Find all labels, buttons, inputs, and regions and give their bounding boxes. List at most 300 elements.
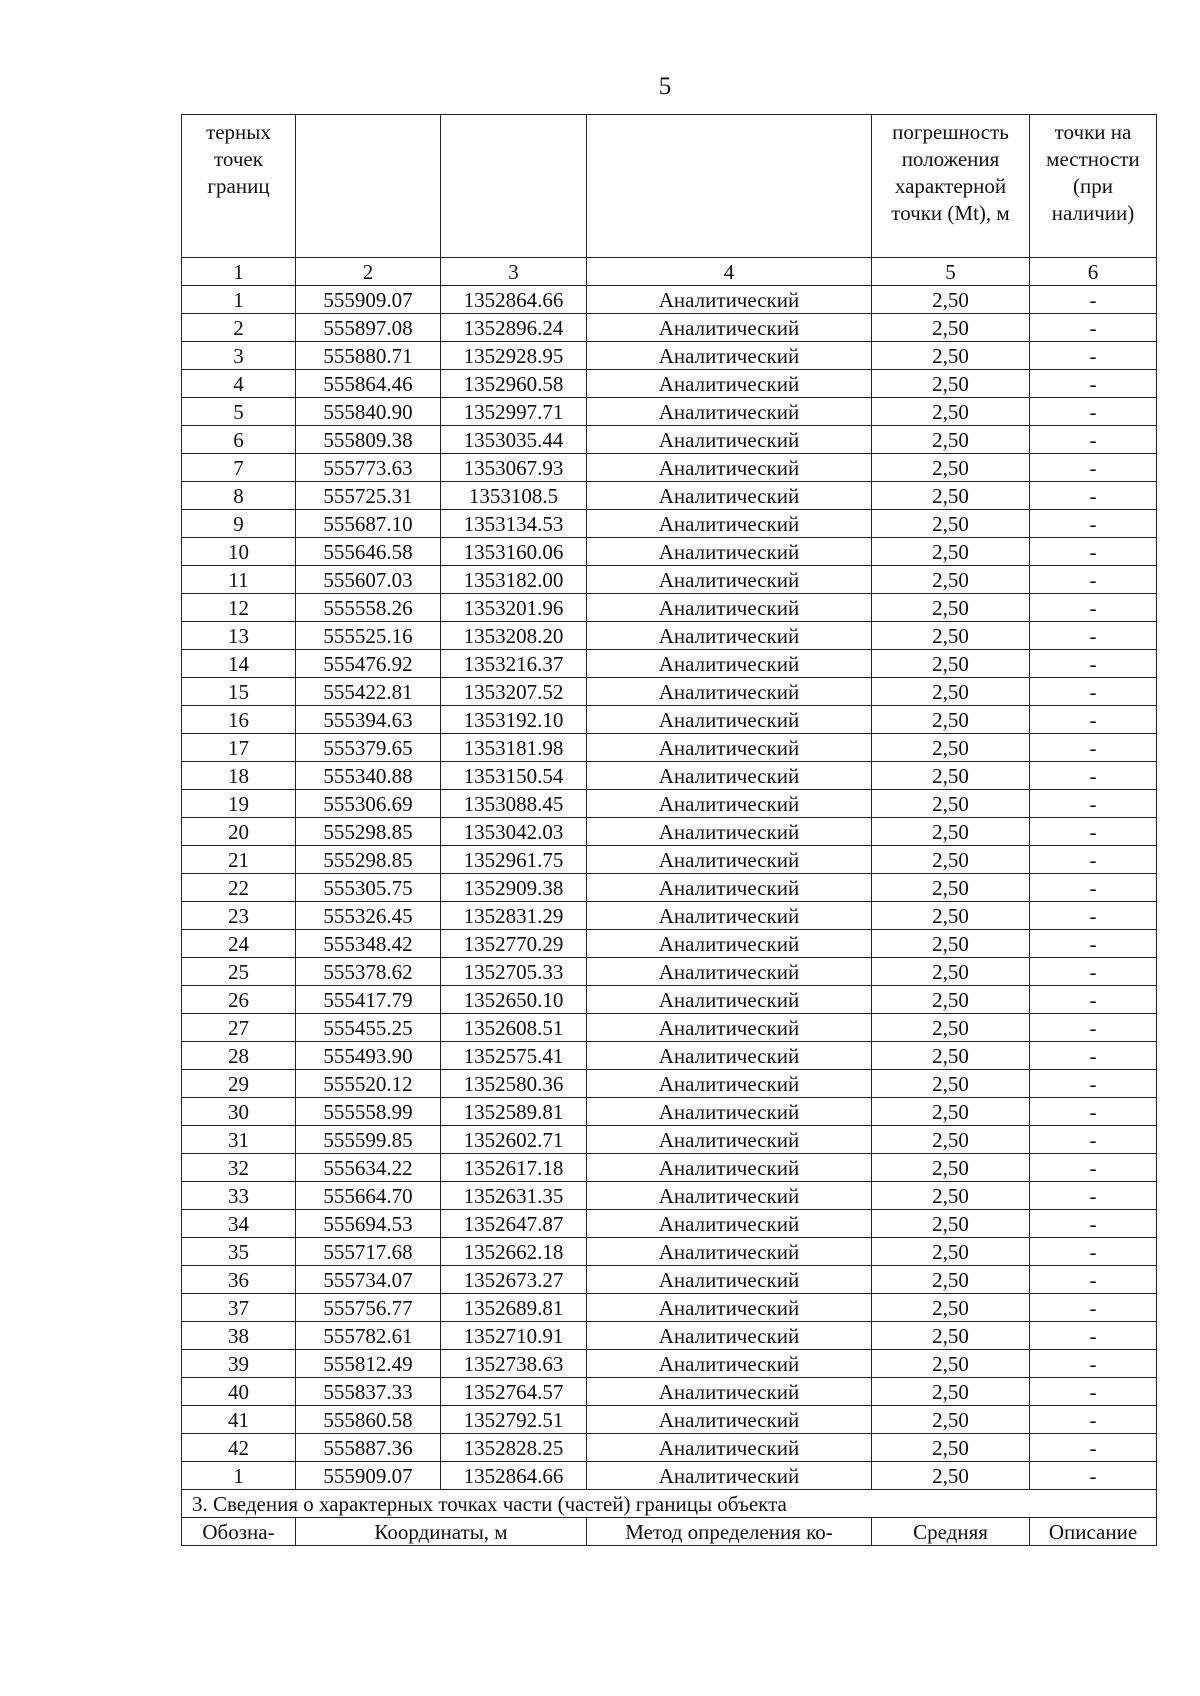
method-cell: Аналитический (587, 846, 872, 874)
description-cell: - (1030, 426, 1157, 454)
point-number-cell: 18 (182, 762, 296, 790)
x-coordinate-cell: 555340.88 (296, 762, 441, 790)
error-cell: 2,50 (872, 762, 1030, 790)
y-coordinate-cell: 1353181.98 (441, 734, 587, 762)
point-number-cell: 14 (182, 650, 296, 678)
x-coordinate-cell: 555558.26 (296, 594, 441, 622)
method-cell: Аналитический (587, 342, 872, 370)
point-number-cell: 7 (182, 454, 296, 482)
header-cell-y (441, 115, 587, 258)
table-row (182, 1378, 1157, 1406)
point-number-cell: 20 (182, 818, 296, 846)
method-cell: Аналитический (587, 1406, 872, 1434)
table-row (182, 986, 1157, 1014)
description-cell: - (1030, 1378, 1157, 1406)
method-cell: Аналитический (587, 454, 872, 482)
y-coordinate-cell: 1352928.95 (441, 342, 587, 370)
point-number-cell: 16 (182, 706, 296, 734)
table-row (182, 1014, 1157, 1042)
y-coordinate-cell: 1353216.37 (441, 650, 587, 678)
point-number-cell: 37 (182, 1294, 296, 1322)
header-cell-x (296, 115, 441, 258)
description-cell: - (1030, 986, 1157, 1014)
error-cell: 2,50 (872, 1434, 1030, 1462)
method-cell: Аналитический (587, 1266, 872, 1294)
description-cell: - (1030, 846, 1157, 874)
method-cell: Аналитический (587, 482, 872, 510)
y-coordinate-cell: 1353201.96 (441, 594, 587, 622)
method-cell: Аналитический (587, 1042, 872, 1070)
x-coordinate-cell: 555634.22 (296, 1154, 441, 1182)
error-cell: 2,50 (872, 454, 1030, 482)
x-coordinate-cell: 555773.63 (296, 454, 441, 482)
column-number: 5 (872, 258, 1030, 286)
description-cell: - (1030, 286, 1157, 314)
table-row (182, 314, 1157, 342)
description-cell: - (1030, 930, 1157, 958)
y-coordinate-cell: 1352961.75 (441, 846, 587, 874)
table-row (182, 1434, 1157, 1462)
page-number: 5 (658, 73, 672, 100)
table-row (182, 370, 1157, 398)
y-coordinate-cell: 1352864.66 (441, 286, 587, 314)
table-row (182, 1126, 1157, 1154)
error-cell: 2,50 (872, 1070, 1030, 1098)
description-cell: - (1030, 1294, 1157, 1322)
table-row (182, 650, 1157, 678)
point-number-cell: 29 (182, 1070, 296, 1098)
x-coordinate-cell: 555422.81 (296, 678, 441, 706)
error-cell: 2,50 (872, 1266, 1030, 1294)
section-3-header-row (182, 1518, 1157, 1546)
point-number-cell: 25 (182, 958, 296, 986)
description-cell: - (1030, 1182, 1157, 1210)
method-cell: Аналитический (587, 1154, 872, 1182)
point-number-cell: 12 (182, 594, 296, 622)
y-coordinate-cell: 1352831.29 (441, 902, 587, 930)
y-coordinate-cell: 1353042.03 (441, 818, 587, 846)
x-coordinate-cell: 555558.99 (296, 1098, 441, 1126)
x-coordinate-cell: 555599.85 (296, 1126, 441, 1154)
y-coordinate-cell: 1353160.06 (441, 538, 587, 566)
error-cell: 2,50 (872, 370, 1030, 398)
x-coordinate-cell: 555909.07 (296, 286, 441, 314)
error-cell: 2,50 (872, 1042, 1030, 1070)
error-cell: 2,50 (872, 790, 1030, 818)
description-cell: - (1030, 1014, 1157, 1042)
error-cell: 2,50 (872, 314, 1030, 342)
method-cell: Аналитический (587, 1434, 872, 1462)
error-cell: 2,50 (872, 342, 1030, 370)
description-cell: - (1030, 482, 1157, 510)
error-cell: 2,50 (872, 1014, 1030, 1042)
table-row (182, 1182, 1157, 1210)
method-cell: Аналитический (587, 818, 872, 846)
y-coordinate-cell: 1353088.45 (441, 790, 587, 818)
point-number-cell: 19 (182, 790, 296, 818)
x-coordinate-cell: 555717.68 (296, 1238, 441, 1266)
y-coordinate-cell: 1352792.51 (441, 1406, 587, 1434)
method-cell: Аналитический (587, 314, 872, 342)
x-coordinate-cell: 555897.08 (296, 314, 441, 342)
description-cell: - (1030, 1070, 1157, 1098)
method-cell: Аналитический (587, 286, 872, 314)
table-row (182, 930, 1157, 958)
x-coordinate-cell: 555455.25 (296, 1014, 441, 1042)
y-coordinate-cell: 1352673.27 (441, 1266, 587, 1294)
x-coordinate-cell: 555476.92 (296, 650, 441, 678)
method-cell: Аналитический (587, 902, 872, 930)
point-number-cell: 26 (182, 986, 296, 1014)
point-number-cell: 1 (182, 286, 296, 314)
error-cell: 2,50 (872, 734, 1030, 762)
method-cell: Аналитический (587, 398, 872, 426)
x-coordinate-cell: 555809.38 (296, 426, 441, 454)
method-cell: Аналитический (587, 426, 872, 454)
x-coordinate-cell: 555664.70 (296, 1182, 441, 1210)
y-coordinate-cell: 1353182.00 (441, 566, 587, 594)
error-cell: 2,50 (872, 650, 1030, 678)
description-cell: - (1030, 594, 1157, 622)
table-row (182, 1238, 1157, 1266)
point-number-cell: 17 (182, 734, 296, 762)
section-3-header-description: Описание (1030, 1518, 1157, 1546)
x-coordinate-cell: 555812.49 (296, 1350, 441, 1378)
table-row (182, 1210, 1157, 1238)
description-cell: - (1030, 734, 1157, 762)
description-cell: - (1030, 510, 1157, 538)
y-coordinate-cell: 1352997.71 (441, 398, 587, 426)
error-cell: 2,50 (872, 1182, 1030, 1210)
error-cell: 2,50 (872, 1406, 1030, 1434)
error-cell: 2,50 (872, 1210, 1030, 1238)
description-cell: - (1030, 538, 1157, 566)
method-cell: Аналитический (587, 762, 872, 790)
table-row (182, 426, 1157, 454)
column-number: 1 (182, 258, 296, 286)
method-cell: Аналитический (587, 1098, 872, 1126)
x-coordinate-cell: 555756.77 (296, 1294, 441, 1322)
error-cell: 2,50 (872, 1462, 1030, 1490)
method-cell: Аналитический (587, 706, 872, 734)
x-coordinate-cell: 555298.85 (296, 846, 441, 874)
y-coordinate-cell: 1352738.63 (441, 1350, 587, 1378)
table-row (182, 902, 1157, 930)
section-3-title: 3. Сведения о характерных точках части (частей) границы объекта (182, 1490, 1157, 1518)
y-coordinate-cell: 1352589.81 (441, 1098, 587, 1126)
method-cell: Аналитический (587, 538, 872, 566)
x-coordinate-cell: 555348.42 (296, 930, 441, 958)
y-coordinate-cell: 1352764.57 (441, 1378, 587, 1406)
x-coordinate-cell: 555298.85 (296, 818, 441, 846)
table-row (182, 1462, 1157, 1490)
method-cell: Аналитический (587, 594, 872, 622)
table-row (182, 286, 1157, 314)
error-cell: 2,50 (872, 594, 1030, 622)
description-cell: - (1030, 622, 1157, 650)
table-row (182, 874, 1157, 902)
table-header-row (182, 115, 1157, 258)
y-coordinate-cell: 1352828.25 (441, 1434, 587, 1462)
error-cell: 2,50 (872, 510, 1030, 538)
error-cell: 2,50 (872, 1238, 1030, 1266)
point-number-cell: 35 (182, 1238, 296, 1266)
point-number-cell: 30 (182, 1098, 296, 1126)
y-coordinate-cell: 1352608.51 (441, 1014, 587, 1042)
section-3-header-method: Метод определения ко- (587, 1518, 872, 1546)
method-cell: Аналитический (587, 930, 872, 958)
table-row (182, 594, 1157, 622)
header-cell-method (587, 115, 872, 258)
table-row (182, 1154, 1157, 1182)
method-cell: Аналитический (587, 566, 872, 594)
point-number-cell: 39 (182, 1350, 296, 1378)
method-cell: Аналитический (587, 650, 872, 678)
description-cell: - (1030, 1322, 1157, 1350)
x-coordinate-cell: 555525.16 (296, 622, 441, 650)
table-row (182, 1070, 1157, 1098)
method-cell: Аналитический (587, 1014, 872, 1042)
description-cell: - (1030, 398, 1157, 426)
table-row (182, 1098, 1157, 1126)
table-row (182, 1294, 1157, 1322)
error-cell: 2,50 (872, 1322, 1030, 1350)
header-cell-error: погрешность положения характерной точки (Mt), м (872, 115, 1030, 258)
table-row (182, 734, 1157, 762)
x-coordinate-cell: 555880.71 (296, 342, 441, 370)
y-coordinate-cell: 1352580.36 (441, 1070, 587, 1098)
method-cell: Аналитический (587, 1070, 872, 1098)
y-coordinate-cell: 1352909.38 (441, 874, 587, 902)
point-number-cell: 34 (182, 1210, 296, 1238)
point-number-cell: 32 (182, 1154, 296, 1182)
section-3-title-row (182, 1490, 1157, 1518)
section-3-header-error: Средняя (872, 1518, 1030, 1546)
description-cell: - (1030, 1350, 1157, 1378)
table-row (182, 566, 1157, 594)
error-cell: 2,50 (872, 1126, 1030, 1154)
point-number-cell: 31 (182, 1126, 296, 1154)
y-coordinate-cell: 1352631.35 (441, 1182, 587, 1210)
x-coordinate-cell: 555694.53 (296, 1210, 441, 1238)
table-row (182, 790, 1157, 818)
description-cell: - (1030, 706, 1157, 734)
description-cell: - (1030, 958, 1157, 986)
section-3-header-coordinates: Координаты, м (296, 1518, 587, 1546)
x-coordinate-cell: 555646.58 (296, 538, 441, 566)
table-row (182, 622, 1157, 650)
table-row (182, 958, 1157, 986)
point-number-cell: 40 (182, 1378, 296, 1406)
column-number: 6 (1030, 258, 1157, 286)
method-cell: Аналитический (587, 1322, 872, 1350)
y-coordinate-cell: 1353067.93 (441, 454, 587, 482)
x-coordinate-cell: 555725.31 (296, 482, 441, 510)
error-cell: 2,50 (872, 1378, 1030, 1406)
x-coordinate-cell: 555607.03 (296, 566, 441, 594)
y-coordinate-cell: 1352575.41 (441, 1042, 587, 1070)
point-number-cell: 4 (182, 370, 296, 398)
point-number-cell: 28 (182, 1042, 296, 1070)
x-coordinate-cell: 555909.07 (296, 1462, 441, 1490)
method-cell: Аналитический (587, 958, 872, 986)
y-coordinate-cell: 1353035.44 (441, 426, 587, 454)
x-coordinate-cell: 555306.69 (296, 790, 441, 818)
error-cell: 2,50 (872, 1098, 1030, 1126)
y-coordinate-cell: 1353192.10 (441, 706, 587, 734)
description-cell: - (1030, 1042, 1157, 1070)
y-coordinate-cell: 1353134.53 (441, 510, 587, 538)
error-cell: 2,50 (872, 986, 1030, 1014)
method-cell: Аналитический (587, 370, 872, 398)
table-row (182, 1322, 1157, 1350)
y-coordinate-cell: 1352602.71 (441, 1126, 587, 1154)
point-number-cell: 22 (182, 874, 296, 902)
header-cell-description: точки на местности (при наличии) (1030, 115, 1157, 258)
y-coordinate-cell: 1352710.91 (441, 1322, 587, 1350)
y-coordinate-cell: 1352662.18 (441, 1238, 587, 1266)
x-coordinate-cell: 555860.58 (296, 1406, 441, 1434)
table-row (182, 1350, 1157, 1378)
point-number-cell: 27 (182, 1014, 296, 1042)
x-coordinate-cell: 555734.07 (296, 1266, 441, 1294)
y-coordinate-cell: 1353207.52 (441, 678, 587, 706)
x-coordinate-cell: 555394.63 (296, 706, 441, 734)
table-row (182, 678, 1157, 706)
point-number-cell: 36 (182, 1266, 296, 1294)
description-cell: - (1030, 1406, 1157, 1434)
description-cell: - (1030, 874, 1157, 902)
description-cell: - (1030, 1126, 1157, 1154)
y-coordinate-cell: 1353150.54 (441, 762, 587, 790)
description-cell: - (1030, 762, 1157, 790)
error-cell: 2,50 (872, 874, 1030, 902)
description-cell: - (1030, 1434, 1157, 1462)
description-cell: - (1030, 818, 1157, 846)
boundary-points-table (181, 114, 1157, 1546)
description-cell: - (1030, 566, 1157, 594)
point-number-cell: 3 (182, 342, 296, 370)
y-coordinate-cell: 1352647.87 (441, 1210, 587, 1238)
description-cell: - (1030, 790, 1157, 818)
x-coordinate-cell: 555379.65 (296, 734, 441, 762)
point-number-cell: 2 (182, 314, 296, 342)
header-cell-points: терных точек границ (182, 115, 296, 258)
x-coordinate-cell: 555887.36 (296, 1434, 441, 1462)
method-cell: Аналитический (587, 510, 872, 538)
error-cell: 2,50 (872, 1350, 1030, 1378)
point-number-cell: 6 (182, 426, 296, 454)
description-cell: - (1030, 650, 1157, 678)
point-number-cell: 42 (182, 1434, 296, 1462)
error-cell: 2,50 (872, 398, 1030, 426)
method-cell: Аналитический (587, 1182, 872, 1210)
method-cell: Аналитический (587, 734, 872, 762)
method-cell: Аналитический (587, 622, 872, 650)
description-cell: - (1030, 1462, 1157, 1490)
y-coordinate-cell: 1352689.81 (441, 1294, 587, 1322)
error-cell: 2,50 (872, 286, 1030, 314)
error-cell: 2,50 (872, 622, 1030, 650)
y-coordinate-cell: 1352650.10 (441, 986, 587, 1014)
point-number-cell: 9 (182, 510, 296, 538)
section-3-header-designation: Обозна- (182, 1518, 296, 1546)
y-coordinate-cell: 1353208.20 (441, 622, 587, 650)
method-cell: Аналитический (587, 1126, 872, 1154)
point-number-cell: 13 (182, 622, 296, 650)
x-coordinate-cell: 555837.33 (296, 1378, 441, 1406)
column-number: 3 (441, 258, 587, 286)
description-cell: - (1030, 1098, 1157, 1126)
method-cell: Аналитический (587, 1378, 872, 1406)
method-cell: Аналитический (587, 874, 872, 902)
x-coordinate-cell: 555326.45 (296, 902, 441, 930)
point-number-cell: 21 (182, 846, 296, 874)
y-coordinate-cell: 1352705.33 (441, 958, 587, 986)
description-cell: - (1030, 1266, 1157, 1294)
method-cell: Аналитический (587, 1294, 872, 1322)
error-cell: 2,50 (872, 482, 1030, 510)
error-cell: 2,50 (872, 538, 1030, 566)
x-coordinate-cell: 555782.61 (296, 1322, 441, 1350)
column-number-row (182, 258, 1157, 286)
table-row (182, 1266, 1157, 1294)
description-cell: - (1030, 454, 1157, 482)
point-number-cell: 5 (182, 398, 296, 426)
column-number: 2 (296, 258, 441, 286)
description-cell: - (1030, 1238, 1157, 1266)
point-number-cell: 11 (182, 566, 296, 594)
description-cell: - (1030, 314, 1157, 342)
error-cell: 2,50 (872, 426, 1030, 454)
column-number: 4 (587, 258, 872, 286)
x-coordinate-cell: 555378.62 (296, 958, 441, 986)
method-cell: Аналитический (587, 678, 872, 706)
x-coordinate-cell: 555417.79 (296, 986, 441, 1014)
table-row (182, 398, 1157, 426)
point-number-cell: 10 (182, 538, 296, 566)
description-cell: - (1030, 678, 1157, 706)
x-coordinate-cell: 555864.46 (296, 370, 441, 398)
method-cell: Аналитический (587, 1350, 872, 1378)
y-coordinate-cell: 1352770.29 (441, 930, 587, 958)
x-coordinate-cell: 555493.90 (296, 1042, 441, 1070)
y-coordinate-cell: 1352896.24 (441, 314, 587, 342)
description-cell: - (1030, 1154, 1157, 1182)
error-cell: 2,50 (872, 706, 1030, 734)
error-cell: 2,50 (872, 1294, 1030, 1322)
method-cell: Аналитический (587, 1462, 872, 1490)
y-coordinate-cell: 1352864.66 (441, 1462, 587, 1490)
x-coordinate-cell: 555305.75 (296, 874, 441, 902)
method-cell: Аналитический (587, 986, 872, 1014)
table-row (182, 706, 1157, 734)
y-coordinate-cell: 1352617.18 (441, 1154, 587, 1182)
description-cell: - (1030, 1210, 1157, 1238)
table-row (182, 454, 1157, 482)
error-cell: 2,50 (872, 818, 1030, 846)
point-number-cell: 24 (182, 930, 296, 958)
table-row (182, 1042, 1157, 1070)
error-cell: 2,50 (872, 930, 1030, 958)
error-cell: 2,50 (872, 958, 1030, 986)
x-coordinate-cell: 555520.12 (296, 1070, 441, 1098)
table-row (182, 762, 1157, 790)
table-row (182, 482, 1157, 510)
method-cell: Аналитический (587, 1210, 872, 1238)
description-cell: - (1030, 370, 1157, 398)
point-number-cell: 15 (182, 678, 296, 706)
